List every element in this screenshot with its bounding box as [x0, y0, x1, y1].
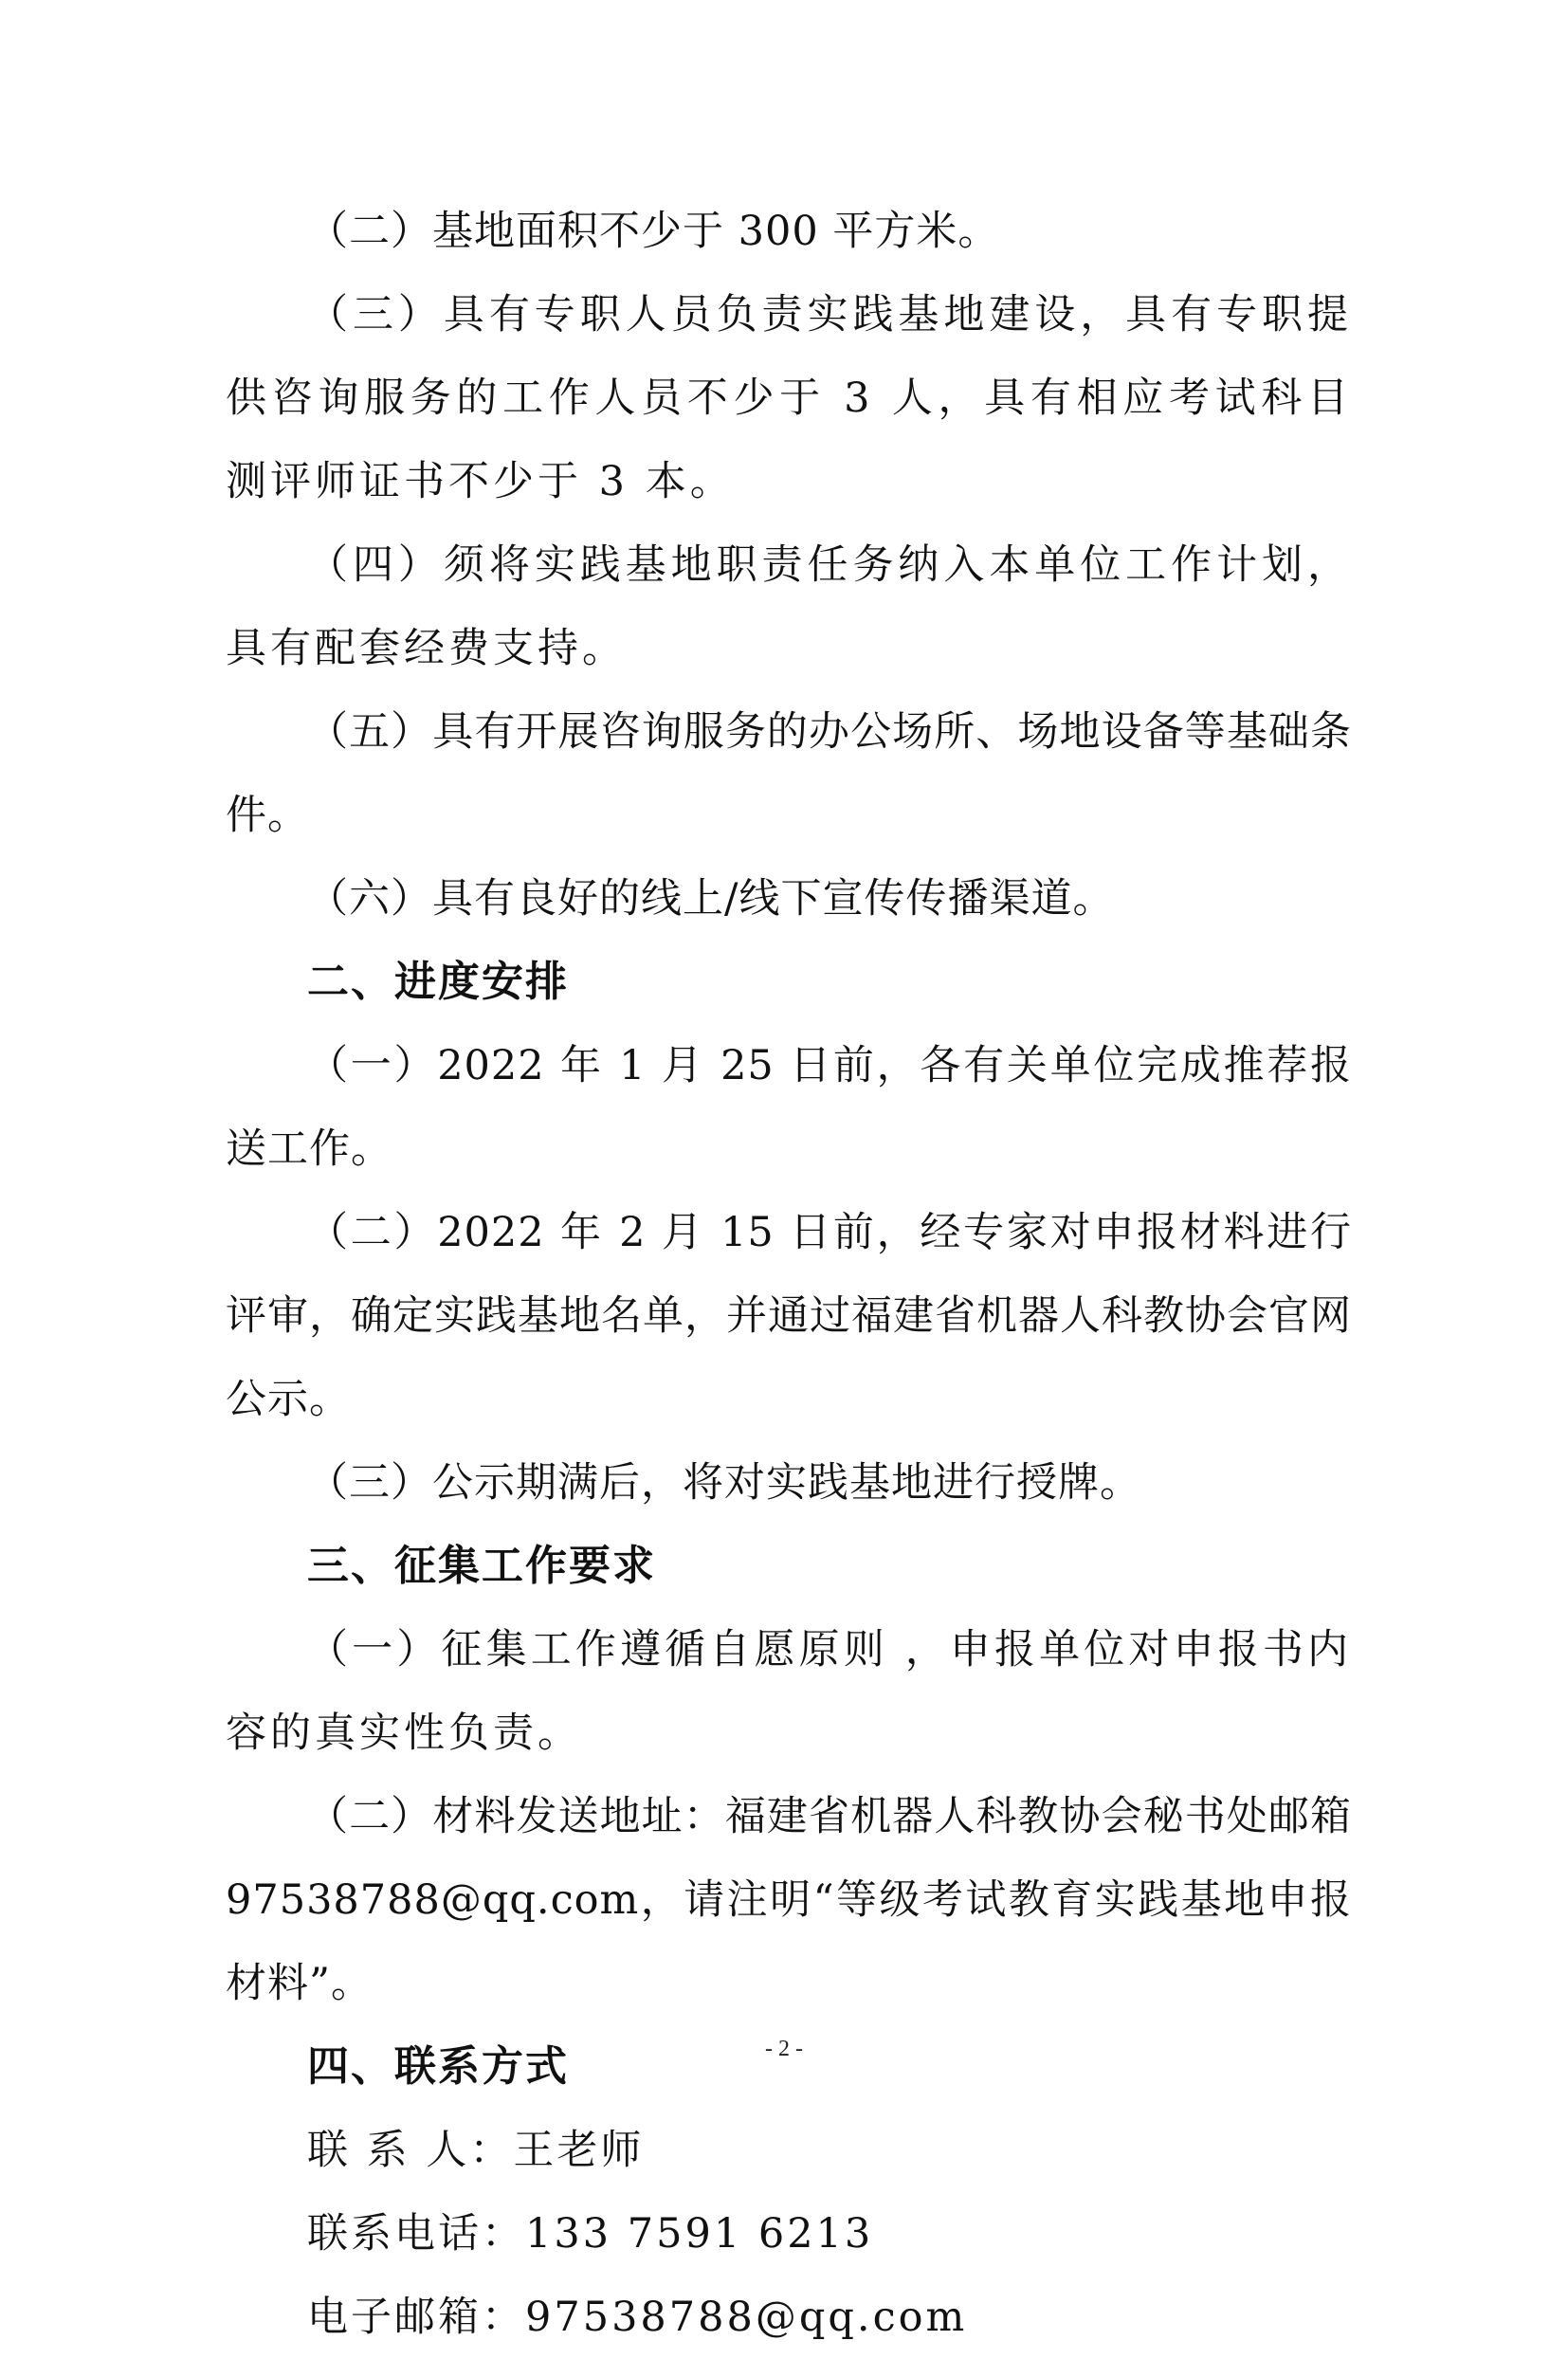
paragraph-schedule-2: （二）2022 年 2 月 15 日前，经专家对申报材料进行评审，确定实践基地名单，并通过福建省机器人科教协会官网公示。 [226, 1209, 1352, 1423]
contact-phone: 联系电话：133 7591 6213 [307, 2210, 874, 2258]
paragraph-facility-requirement: （五）具有开展咨询服务的办公场所、场地设备等基础条件。 [226, 708, 1352, 839]
paragraph-requirement-2: （二）材料发送地址：福建省机器人科教协会秘书处邮箱97538788@qq.com，请注明“等级考试教育实践基地申报材料”。 [226, 1793, 1352, 2007]
paragraph-requirement-1: （一）征集工作遵循自愿原则 ，申报单位对申报书内容的真实性负责。 [226, 1626, 1352, 1757]
paragraph-staff-requirement: （三）具有专职人员负责实践基地建设，具有专职提供咨询服务的工作人员不少于 3 人，具有相应考试科目测评师证书不少于 3 本。 [226, 291, 1352, 505]
paragraph-area-requirement: （二）基地面积不少于 300 平方米。 [307, 208, 1000, 255]
paragraph-schedule-1: （一）2022 年 1 月 25 日前，各有关单位完成推荐报送工作。 [226, 1042, 1352, 1173]
contact-email: 电子邮箱：97538788@qq.com [307, 2294, 968, 2341]
paragraph-publicity-requirement: （六）具有良好的线上/线下宣传传播渠道。 [307, 875, 1115, 923]
paragraph-funding-requirement: （四）须将实践基地职责任务纳入本单位工作计划，具有配套经费支持。 [226, 541, 1352, 672]
contact-person: 联 系 人：王老师 [307, 2127, 645, 2174]
paragraph-schedule-3: （三）公示期满后，将对实践基地进行授牌。 [307, 1459, 1141, 1507]
section-heading-schedule: 二、进度安排 [307, 958, 569, 1006]
page-number: - 2 - [765, 2037, 803, 2061]
section-heading-requirements: 三、征集工作要求 [307, 1542, 656, 1590]
section-heading-contact: 四、联系方式 [307, 2042, 569, 2091]
document-body [226, 190, 1352, 2359]
